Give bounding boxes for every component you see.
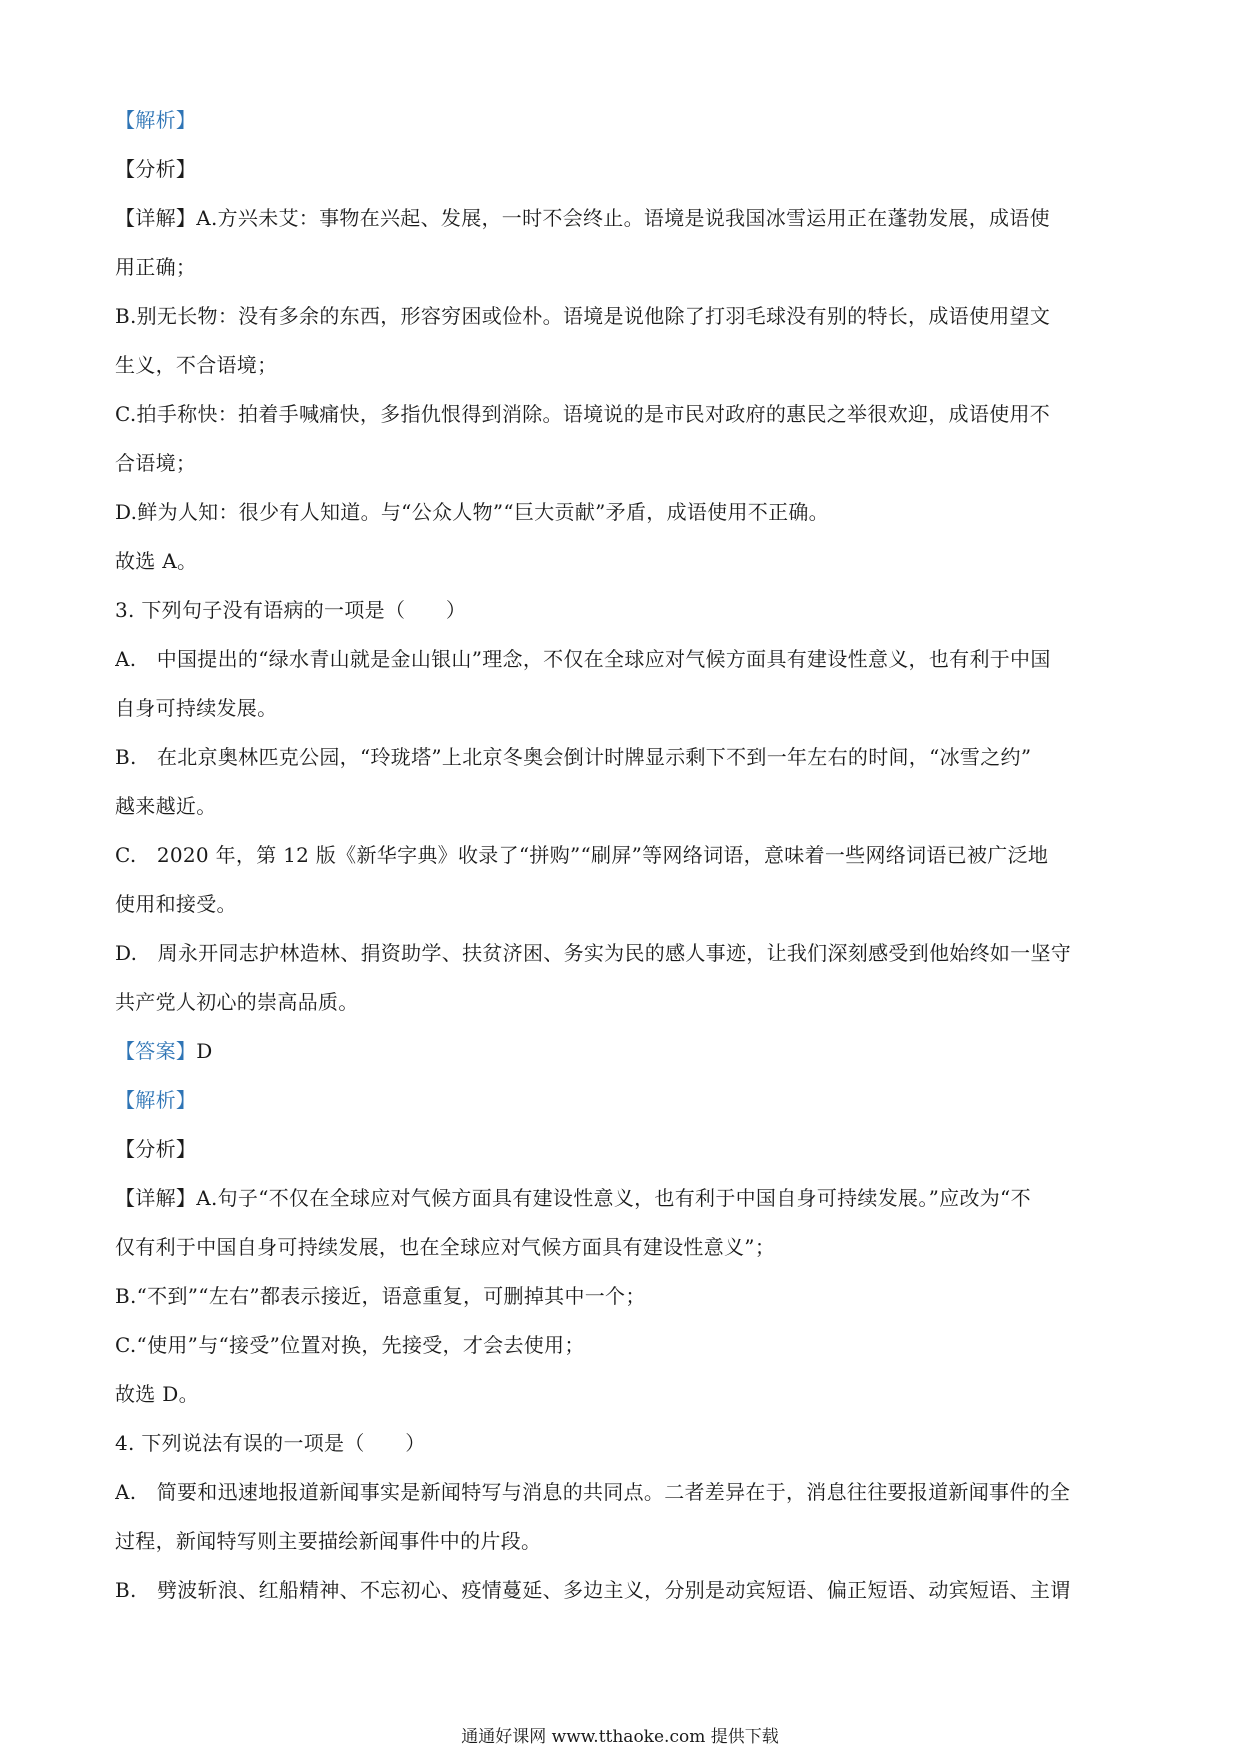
text-line	[115, 978, 1130, 1027]
text-line	[115, 1223, 1130, 1272]
text-line	[115, 831, 1130, 880]
line-text: C.“使用”与“接受”位置对换，先接受，才会去使用；	[115, 1333, 585, 1357]
line-text: 自身可持续发展。	[115, 696, 278, 720]
line-text: 故选 D。	[115, 1382, 199, 1406]
line-text: B. 在北京奥林匹克公园，“玲珑塔”上北京冬奥会倒计时牌显示剩下不到一年左右的时间，“冰雪之约”	[115, 745, 1032, 769]
text-line	[115, 880, 1130, 929]
text-line	[115, 684, 1130, 733]
text-line	[115, 145, 1130, 194]
text-line	[115, 929, 1130, 978]
line-text: A. 中国提出的“绿水青山就是金山银山”理念，不仅在全球应对气候方面具有建设性意义，也有利于中国	[115, 647, 1051, 671]
text-line	[115, 1027, 1130, 1076]
text-line	[115, 537, 1130, 586]
text-line	[115, 96, 1130, 145]
text-line	[115, 390, 1130, 439]
line-text: 合语境；	[115, 451, 197, 475]
line-text: D	[196, 1039, 213, 1063]
line-text: 【分析】	[115, 1137, 197, 1161]
text-line	[115, 341, 1130, 390]
text-line	[115, 733, 1130, 782]
text-line	[115, 1517, 1130, 1566]
line-text: 【分析】	[115, 157, 197, 181]
line-text: 生义，不合语境；	[115, 353, 278, 377]
text-line	[115, 1468, 1130, 1517]
text-line	[115, 243, 1130, 292]
line-text: 4. 下列说法有误的一项是（ ）	[115, 1431, 426, 1455]
line-text: B. 劈波斩浪、红船精神、不忘初心、疫情蔓延、多边主义，分别是动宾短语、偏正短语、动宾短语、主谓	[115, 1578, 1071, 1602]
section-tag: 【解析】	[115, 108, 197, 132]
section-tag: 【答案】	[115, 1039, 197, 1063]
text-line	[115, 782, 1130, 831]
line-text: 过程，新闻特写则主要描绘新闻事件中的片段。	[115, 1529, 542, 1553]
text-line	[115, 586, 1130, 635]
line-text: D. 周永开同志护林造林、捐资助学、扶贫济困、务实为民的感人事迹，让我们深刻感受到他始终如一坚守	[115, 941, 1072, 965]
text-line	[115, 1566, 1130, 1615]
line-text: 越来越近。	[115, 794, 217, 818]
line-text: D.鲜为人知：很少有人知道。与“公众人物”“巨大贡献”矛盾，成语使用不正确。	[115, 500, 829, 524]
text-line	[115, 1272, 1130, 1321]
text-line	[115, 1419, 1130, 1468]
text-line	[115, 1125, 1130, 1174]
text-line	[115, 488, 1130, 537]
section-tag: 【解析】	[115, 1088, 197, 1112]
text-line	[115, 1370, 1130, 1419]
text-line	[115, 292, 1130, 341]
line-text: 仅有利于中国自身可持续发展，也在全球应对气候方面具有建设性意义”；	[115, 1235, 776, 1259]
text-line	[115, 439, 1130, 488]
footer-watermark: 通通好课网 www.tthaoke.com 提供下载	[461, 1727, 779, 1747]
document-body	[115, 96, 1130, 1615]
line-text: 共产党人初心的崇高品质。	[115, 990, 359, 1014]
text-line	[115, 1174, 1130, 1223]
line-text: A. 简要和迅速地报道新闻事实是新闻特写与消息的共同点。二者差异在于，消息往往要报道新闻事件的全	[115, 1480, 1071, 1504]
line-text: 使用和接受。	[115, 892, 237, 916]
line-text: B.别无长物：没有多余的东西，形容穷困或俭朴。语境是说他除了打羽毛球没有别的特长，成语使用望文	[115, 304, 1051, 328]
line-text: 【详解】A.句子“不仅在全球应对气候方面具有建设性意义，也有利于中国自身可持续发展。”应改为“不	[115, 1186, 1031, 1210]
text-line	[115, 1076, 1130, 1125]
line-text: 用正确；	[115, 255, 197, 279]
line-text: 【详解】A.方兴未艾：事物在兴起、发展，一时不会终止。语境是说我国冰雪运用正在蓬勃发展，成语使	[115, 206, 1050, 230]
text-line	[115, 1321, 1130, 1370]
text-line	[115, 194, 1130, 243]
line-text: 故选 A。	[115, 549, 198, 573]
line-text: C. 2020 年，第 12 版《新华字典》收录了“拼购”“刷屏”等网络词语，意味着一些网络词语已被广泛地	[115, 843, 1049, 867]
line-text: C.拍手称快：拍着手喊痛快，多指仇恨得到消除。语境说的是市民对政府的惠民之举很欢迎，成语使用不	[115, 402, 1051, 426]
text-line	[115, 635, 1130, 684]
line-text: B.“不到”“左右”都表示接近，语意重复，可删掉其中一个；	[115, 1284, 646, 1308]
line-text: 3. 下列句子没有语病的一项是（ ）	[115, 598, 467, 622]
